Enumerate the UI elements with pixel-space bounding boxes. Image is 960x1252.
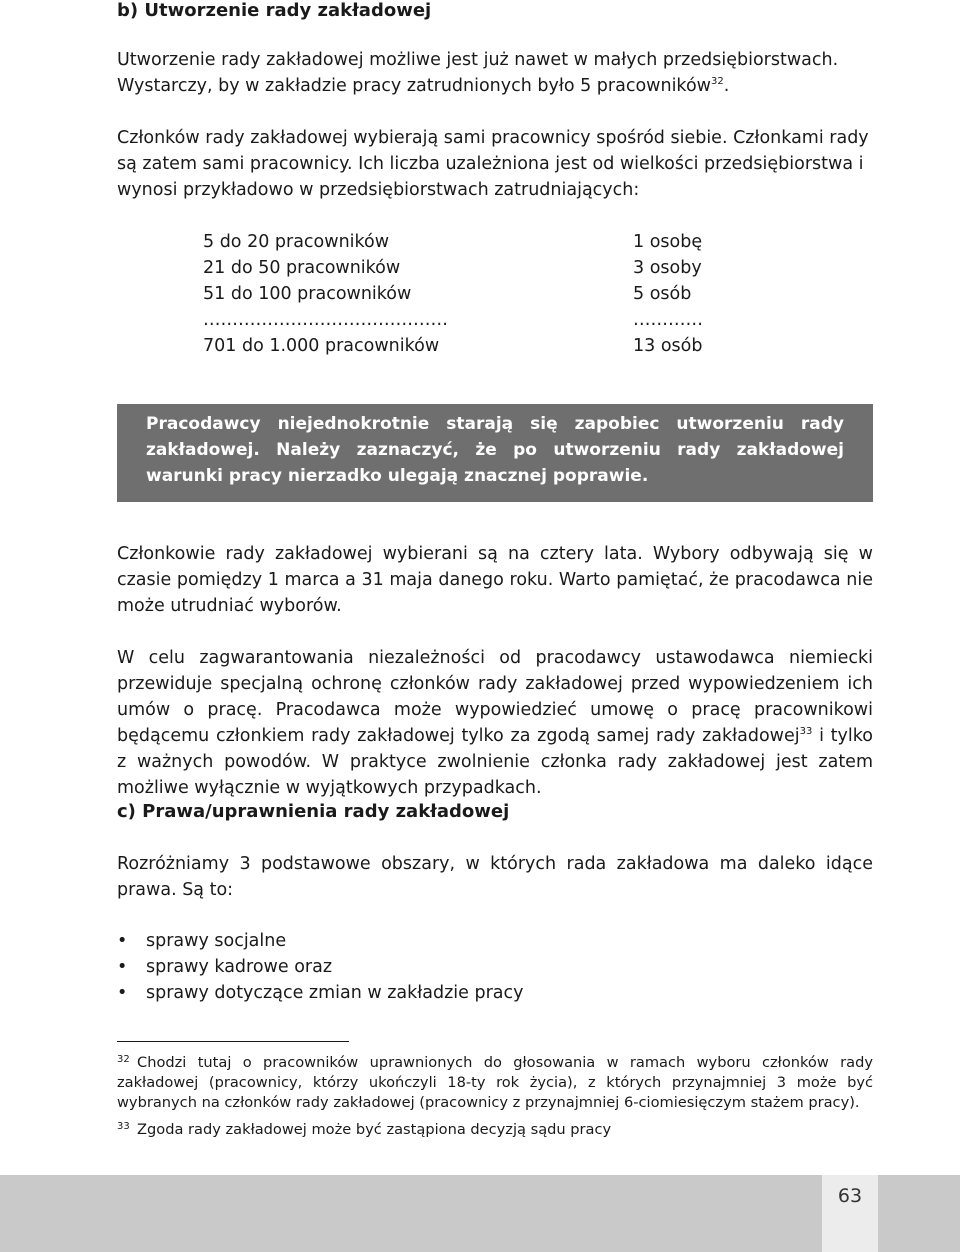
page-number-box	[822, 1175, 878, 1252]
table-cell-range: 701 do 1.000 pracowników	[203, 336, 440, 356]
section-b-paragraph-3: Członkowie rady zakładowej wybierani są na cztery lata. Wybory odbywają się w czasie pomiędzy 1 marca a 31 maja danego roku. Warto pamiętać, że pracodawca nie może utrudniać wyborów.	[117, 544, 873, 616]
paragraph-end: i tylko z ważnych powodów. W praktyce zwolnienie członka rady zakładowej jest zatem możliwe wyłącznie w wyjątkowych przypadkach.	[117, 726, 873, 798]
section-b-paragraph-1	[117, 47, 873, 99]
paragraph-text: W celu zagwarantowania niezależności od pracodawcy ustawodawca niemiecki przewiduje specjalną ochronę członków rady zakładowej przed wypowiedzeniem ich umów o pracę. Pracodawca może wypowiedzieć umowę o pracę pracownikowi będącemu członkiem rady zakładowej tylko za zgodą samej rady zakładowej	[117, 648, 873, 746]
section-b-paragraph-4	[117, 645, 873, 801]
footnote-divider	[117, 1041, 349, 1042]
section-c-heading: c) Prawa/uprawnienia rady zakładowej	[117, 801, 510, 822]
table-row	[203, 333, 763, 359]
callout-box: Pracodawcy niejednokrotnie starają się zapobiec utworzeniu rady zakładowej. Należy zaznaczyć, że po utworzeniu rady zakładowej warunki pracy nierzadko ulegają znacznej poprawie.	[117, 404, 873, 502]
list-item-label: sprawy socjalne	[146, 931, 287, 951]
table-cell-range: 51 do 100 pracowników	[203, 284, 412, 304]
table-cell-members: 5 osób	[633, 284, 692, 304]
bullet-icon: •	[117, 957, 128, 977]
footnote-33	[117, 1120, 873, 1140]
paragraph-text: Utworzenie rady zakładowej możliwe jest już nawet w małych przedsiębiorstwach. Wystarczy, by w zakładzie pracy zatrudnionych było 5 pracowników	[117, 50, 839, 96]
table-cell-members: 3 osoby	[633, 258, 702, 278]
table-cell-range: ……………………………………	[203, 310, 448, 330]
bullet-icon: •	[117, 931, 128, 951]
list-item	[117, 954, 523, 980]
section-b-paragraph-2: Członków rady zakładowej wybierają sami pracownicy spośród siebie. Członkami rady są zatem sami pracownicy. Ich liczba uzależniona jest od wielkości przedsiębiorstwa i wynosi przykładowo w przedsiębiorstwach zatrudniających:	[117, 128, 869, 200]
table-row	[203, 229, 763, 255]
list-item	[117, 928, 523, 954]
table-cell-range: 21 do 50 pracowników	[203, 258, 401, 278]
rights-list	[117, 928, 523, 1006]
footnote-text: Zgoda rady zakładowej może być zastąpiona decyzją sądu pracy	[137, 1121, 612, 1138]
footnote-32	[117, 1053, 873, 1113]
footnote-text: Chodzi tutaj o pracowników uprawnionych do głosowania w ramach wyboru członków rady zakładowej (pracownicy, którzy ukończyli 18-ty rok życia), z których przynajmniej 3 może być wybranych na członków rady zakładowej (pracownicy z przynajmniej 6-ciomiesięczym stażem pracy).	[117, 1054, 873, 1111]
section-c-paragraph-1: Rozróżniamy 3 podstawowe obszary, w których rada zakładowa ma daleko idące prawa. Są to:	[117, 854, 873, 900]
list-item-label: sprawy kadrowe oraz	[146, 957, 333, 977]
footnote-number: 33	[117, 1121, 130, 1132]
footnote-ref-33[interactable]: 33	[799, 726, 813, 738]
table-cell-members: …………	[633, 310, 703, 330]
section-b-heading: b) Utworzenie rady zakładowej	[117, 0, 432, 21]
footnote-ref-32[interactable]: 32	[710, 76, 724, 88]
footnote-number: 32	[117, 1054, 130, 1065]
table-cell-members: 13 osób	[633, 336, 703, 356]
paragraph-end: .	[723, 76, 730, 96]
bullet-icon: •	[117, 983, 128, 1003]
footer-bar	[0, 1175, 960, 1252]
list-item	[117, 980, 523, 1006]
table-cell-members: 1 osobę	[633, 232, 703, 252]
list-item-label: sprawy dotyczące zmian w zakładzie pracy	[146, 983, 524, 1003]
staff-size-table	[203, 229, 763, 359]
table-row	[203, 255, 763, 281]
table-row	[203, 281, 763, 307]
table-row	[203, 307, 763, 333]
page-number: 63	[837, 1185, 863, 1207]
table-cell-range: 5 do 20 pracowników	[203, 232, 390, 252]
